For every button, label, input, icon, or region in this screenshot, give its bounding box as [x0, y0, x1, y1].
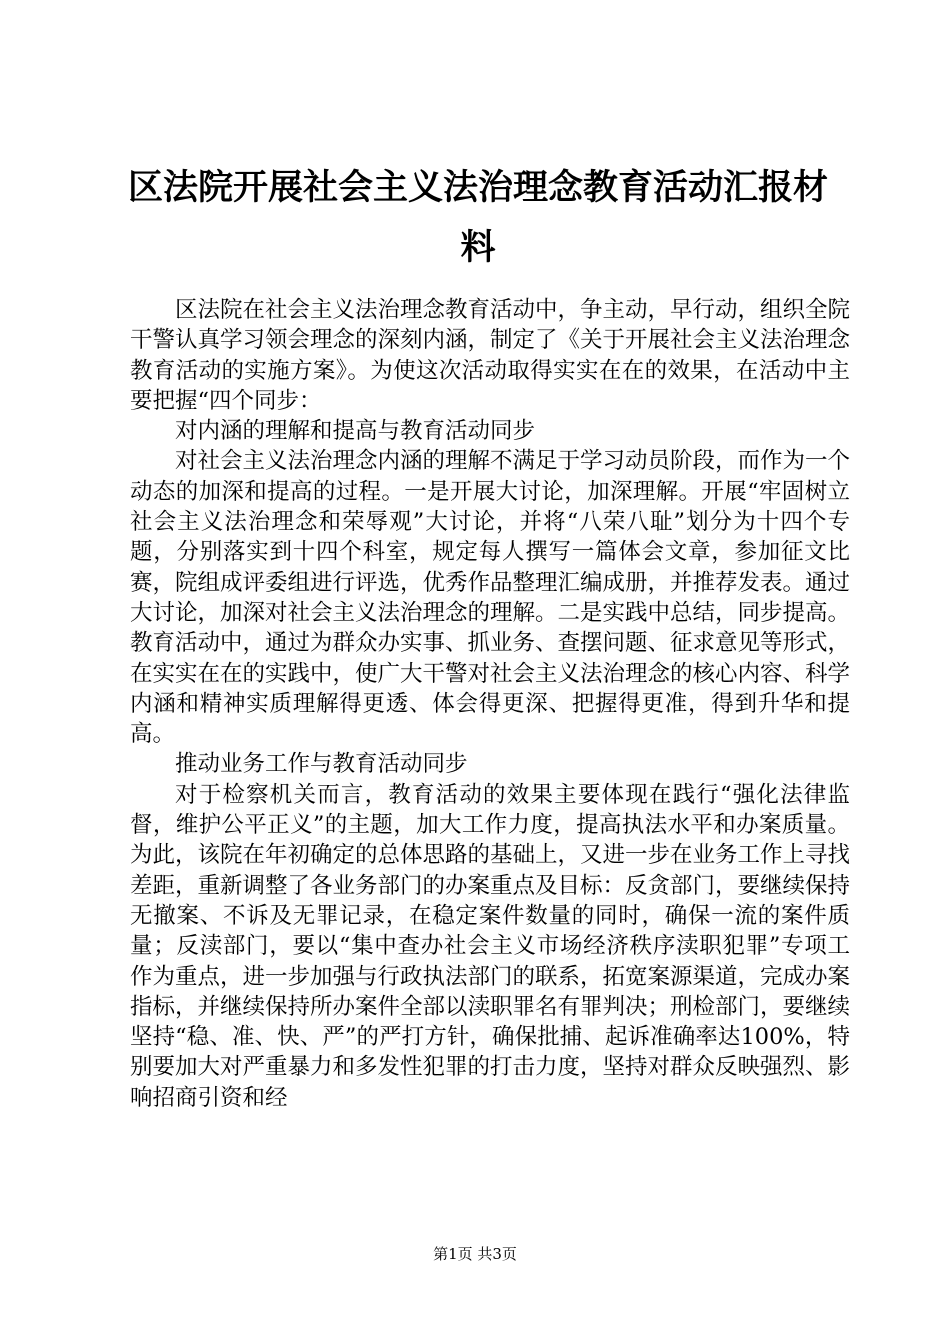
document-body	[130, 295, 850, 1113]
document-title: 区法院开展社会主义法治理念教育活动汇报材料	[127, 168, 828, 268]
page-footer: 第1页 共3页	[433, 1245, 517, 1263]
section-heading: 对内涵的理解和提高与教育活动同步	[175, 418, 536, 445]
body-paragraph: 对于检察机关而言，教育活动的效果主要体现在践行“强化法律监督，维护公平正义”的主题，加大工作力度，提高执法水平和办案质量。为此，该院在年初确定的总体思路的基础上，又进一步在业务工作上寻找差距，重新调整了各业务部门的办案重点及目标：反贪部门，要继续保持无撤案、不诉及无罪记录，在稳定案件数量的同时，确保一流的案件质量；反渎部门，要以“集中查办社会主义市场经济秩序渎职犯罪”专项工作为重点，进一步加强与行政执法部门的联系，拓宽案源渠道，完成办案指标，并继续保持所办案件全部以渎职罪名有罪判决；刑检部门，要继续坚持“稳、准、快、严”的严打方针，确保批捕、起诉准确率达100%，特别要加大对严重暴力和多发性犯罪的打击力度，坚持对群众反映强烈、影响招商引资和经	[130, 781, 851, 1111]
body-paragraph: 对社会主义法治理念内涵的理解不满足于学习动员阶段，而作为一个动态的加深和提高的过程。一是开展大讨论，加深理解。开展“牢固树立社会主义法治理念和荣辱观”大讨论，并将“八荣八耻”划分为十四个专题，分别落实到十四个科室，规定每人撰写一篇体会文章，参加征文比赛，院组成评委组进行评选，优秀作品整理汇编成册，并推荐发表。通过大讨论，加深对社会主义法治理念的理解。二是实践中总结，同步提高。教育活动中，通过为群众办实事、抓业务、查摆问题、征求意见等形式，在实实在在的实践中，使广大干警对社会主义法治理念的核心内容、科学内涵和精神实质理解得更透、体会得更深、把握得更准，得到升华和提高。	[130, 448, 851, 748]
section-heading: 推动业务工作与教育活动同步	[175, 751, 468, 778]
body-paragraph: 区法院在社会主义法治理念教育活动中，争主动，早行动，组织全院干警认真学习领会理念的深刻内涵，制定了《关于开展社会主义法治理念教育活动的实施方案》。为使这次活动取得实实在在的效果，在活动中主要把握“四个同步：	[130, 297, 851, 414]
